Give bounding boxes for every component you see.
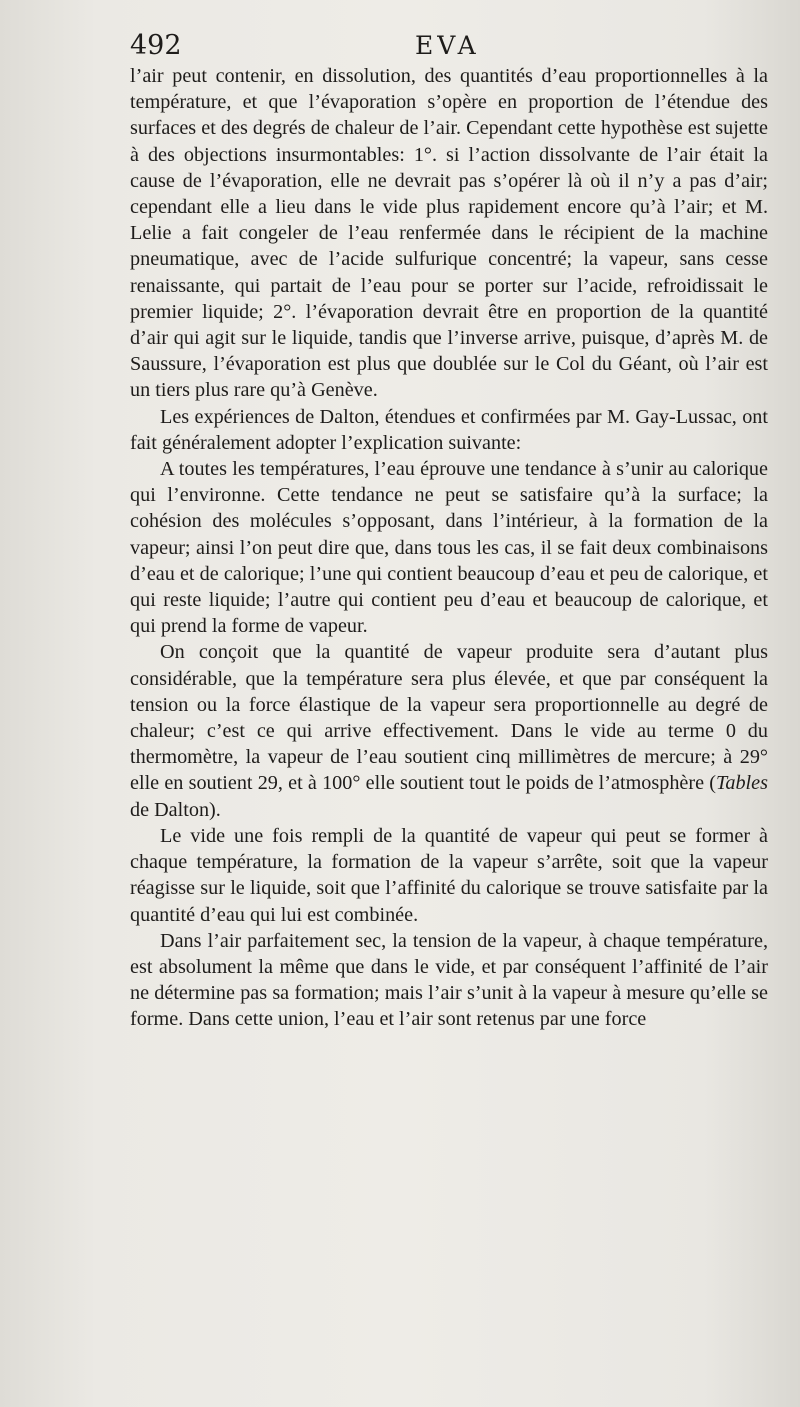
tables-italic: Tables [716, 772, 768, 795]
page-header [130, 28, 775, 64]
body-text [130, 63, 768, 1033]
paragraph-dry-air: Dans l’air parfaitement sec, la tension de la vapeur, à chaque température, est absolument la même que dans le vide, et par conséquent l’affinité de l’air ne détermine pas sa formation; mais l’air s’unit à la vapeur à mesure qu’elle se forme. Dans cette union, l’eau et l’air sont retenus par une force [130, 929, 768, 1031]
paragraph-tendency: A toutes les températures, l’eau éprouve une tendance à s’unir au calorique qui l’environne. Cette tendance ne peut se satisfaire qu’à la surface; la cohésion des molécules s’opposant, dans l’intérieur, à la formation de la vapeur; ainsi l’on peut dire que, dans tous les cas, il se fait deux combinaisons d’eau et de calorique; l’une qui contient beaucoup d’eau et peu de calorique, et qui reste liquide; l’autre qui contient peu d’eau et beaucoup de calorique, et qui prend la forme de vapeur. [130, 458, 768, 638]
paragraph-dalton-experiments: Les expériences de Dalton, étendues et confirmées par M. Gay-Lussac, ont fait généralement adopter l’explication suivante: [130, 405, 768, 454]
paragraph-vacuum-filled: Le vide une fois rempli de la quantité de vapeur qui peut se former à chaque température, la formation de la vapeur s’arrête, soit que la vapeur réagisse sur le liquide, soit que l’affinité du calorique se trouve satisfaite par la quantité d’eau qui lui est combinée. [130, 824, 768, 926]
page-number: 492 [130, 30, 182, 61]
paragraph-vapor-quantity-end: de Dalton). [130, 798, 221, 821]
paragraph-continuation: l’air peut contenir, en dissolution, des quantités d’eau proportionnelles à la température, et que l’évaporation s’opère en proportion de l’étendue des surfaces et des degrés de chaleur de l’air. Cependant cette hypothèse est sujette à des objections insurmontables: 1°. si l’action dissolvante de l’air était la cause de l’évaporation, elle ne devrait pas s’opérer là où il n’y a pas d’air; cependant elle a lieu dans le vide plus rapidement encore qu’à l’air; et M. Lelie a fait congeler de l’eau renfermée dans le récipient de la machine pneumatique, avec de l’acide sulfurique concentré; la vapeur, sans cesse renaissante, qui partait de l’eau pour se porter sur l’acide, refroidissait le premier liquide; 2°. l’évaporation devrait être en proportion de la quantité d’air qui agit sur le liquide, tandis que l’inverse arrive, puisque, d’après M. de Saussure, l’évaporation est plus que doublée sur le Col du Géant, où l’air est un tiers plus rare qu’à Genève. [130, 65, 768, 402]
running-head: EVA [415, 31, 480, 60]
paragraph-vapor-quantity-text: On conçoit que la quantité de vapeur produite sera d’autant plus considérable, que la température sera plus élevée, et que par conséquent la tension ou la force élastique de la vapeur sera proportionnelle au degré de chaleur; c’est ce qui arrive effectivement. Dans le vide au terme 0 du thermomètre, la vapeur de l’eau soutient cinq millimètres de mercure; à 29° elle en soutient 29, et à 100° elle soutient tout le poids de l’atmosphère ( [130, 641, 768, 795]
paragraph-vapor-quantity [130, 639, 768, 822]
